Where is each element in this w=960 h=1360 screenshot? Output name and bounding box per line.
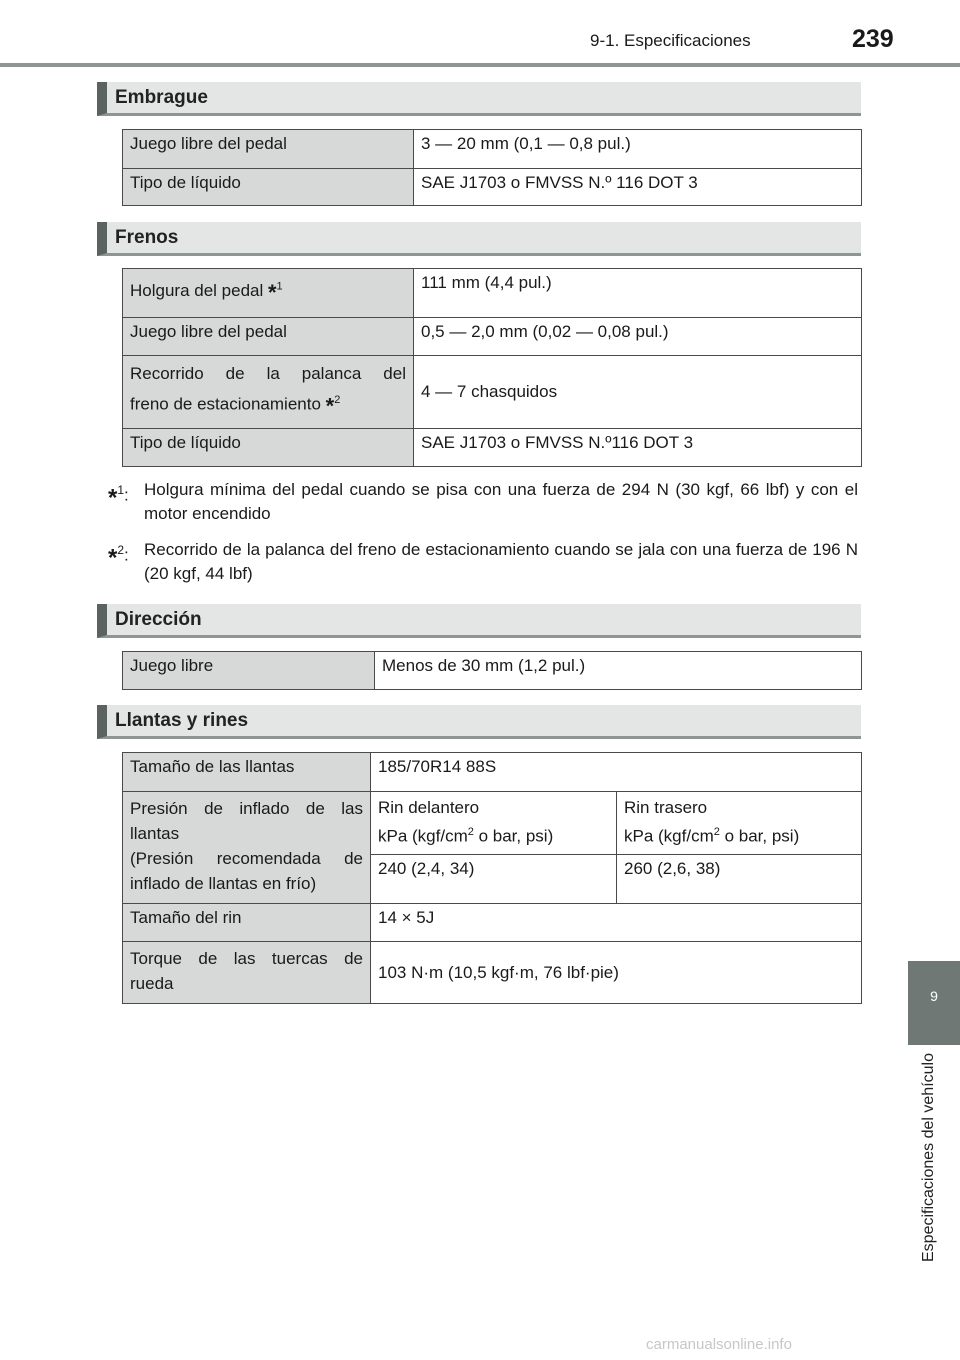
watermark: carmanualsonline.info [646, 1336, 792, 1353]
table-row [123, 318, 862, 356]
row-label: Juego libre del pedal [123, 130, 414, 169]
frenos-table [122, 268, 862, 467]
chapter-tab-number: 9 [930, 988, 938, 1004]
table-row [123, 942, 862, 1004]
section-heading-text: Embrague [115, 87, 208, 108]
chapter-tab-label: Especificaciones del vehículo [920, 1053, 937, 1263]
table-row [123, 169, 862, 206]
header-rule [0, 63, 960, 67]
footnote-number: 1 [117, 483, 125, 497]
page-number: 239 [852, 25, 894, 53]
footnote-marker: * [267, 280, 277, 305]
section-heading-text: Llantas y rines [115, 710, 249, 731]
table-row [123, 429, 862, 467]
table-row [123, 130, 862, 169]
row-value: 0,5 — 2,0 mm (0,02 — 0,08 pul.) [414, 318, 862, 356]
table-row [123, 904, 862, 942]
row-label: Tipo de líquido [123, 429, 414, 467]
table-row [123, 356, 862, 429]
section-heading-text: Dirección [115, 609, 202, 630]
footnote-number: 2 [334, 394, 341, 406]
row-value: Menos de 30 mm (1,2 pul.) [375, 652, 862, 690]
table-row [123, 753, 862, 792]
section-heading-llantas [97, 705, 861, 739]
row-label: Recorrido de la palanca del freno de estacionamiento $^{*2}$ [123, 356, 414, 429]
row-value: SAE J1703 o FMVSS N.º116 DOT 3 [414, 429, 862, 467]
footnote-2: *$^2$: Recorrido de la palanca del freno de estacionamiento cuando se jala con una fuerza de 196 N (20 kgf, 44 lbf) [108, 538, 858, 586]
row-label: Torque de las tuercas de rueda [123, 942, 371, 1004]
table-row [123, 269, 862, 318]
footnote-text: Recorrido de la palanca del freno de estacionamiento cuando se jala con una fuerza de 196 N (20 kgf, 44 lbf) [144, 540, 858, 583]
footnote-text: Holgura mínima del pedal cuando se pisa con una fuerza de 294 N (30 kgf, 66 lbf) y con el motor encendido [144, 480, 858, 523]
section-heading-text: Frenos [115, 227, 179, 248]
row-label: Holgura del pedal $^{*1}$ [123, 269, 414, 318]
footnote-1: *$^1$: Holgura mínima del pedal cuando se pisa con una fuerza de 294 N (30 kgf, 66 lbf) y con el motor encendido [108, 478, 858, 526]
row-label: Juego libre del pedal [123, 318, 414, 356]
chapter-tab [908, 961, 960, 1045]
row-value: 111 mm (4,4 pul.) [414, 269, 862, 318]
row-value: 103 N·m (10,5 kgf·m, 76 lbf·pie) [371, 942, 862, 1004]
section-heading-embrague [97, 82, 861, 116]
footnote-marker: * [325, 393, 335, 419]
front-pressure-header: Rin delantero kPa ($kgf/cm^2$ o bar, psi) [371, 792, 617, 855]
direccion-table [122, 651, 862, 690]
row-label: Juego libre [123, 652, 375, 690]
footnote-number: 2 [117, 543, 125, 557]
row-value: 4 — 7 chasquidos [414, 356, 862, 429]
llantas-table [122, 752, 862, 1004]
footnote-marker: * [108, 544, 118, 572]
table-row [123, 652, 862, 690]
rear-pressure-header: Rin trasero kPa ($kgf/cm^2$ o bar, psi) [617, 792, 862, 855]
row-value: 14 × 5J [371, 904, 862, 942]
row-label: Tipo de líquido [123, 169, 414, 206]
footnote-number: 1 [276, 280, 283, 293]
table-row [123, 792, 862, 855]
row-value: SAE J1703 o FMVSS N.º 116 DOT 3 [414, 169, 862, 206]
embrague-table [122, 129, 862, 206]
row-label: Tamaño de las llantas [123, 753, 371, 792]
row-label: Tamaño del rin [123, 904, 371, 942]
chapter-section-title: 9-1. Especificaciones [590, 31, 751, 50]
row-value: 3 — 20 mm (0,1 — 0,8 pul.) [414, 130, 862, 169]
row-label: Presión de inflado de las llantas (Presión recomendada de inflado de llantas en frío) [123, 792, 371, 904]
footnote-marker: * [108, 484, 118, 512]
section-heading-frenos [97, 222, 861, 256]
front-pressure-value: 240 (2,4, 34) [371, 855, 617, 904]
row-value: 185/70R14 88S [371, 753, 862, 792]
rear-pressure-value: 260 (2,6, 38) [617, 855, 862, 904]
section-heading-direccion [97, 604, 861, 638]
